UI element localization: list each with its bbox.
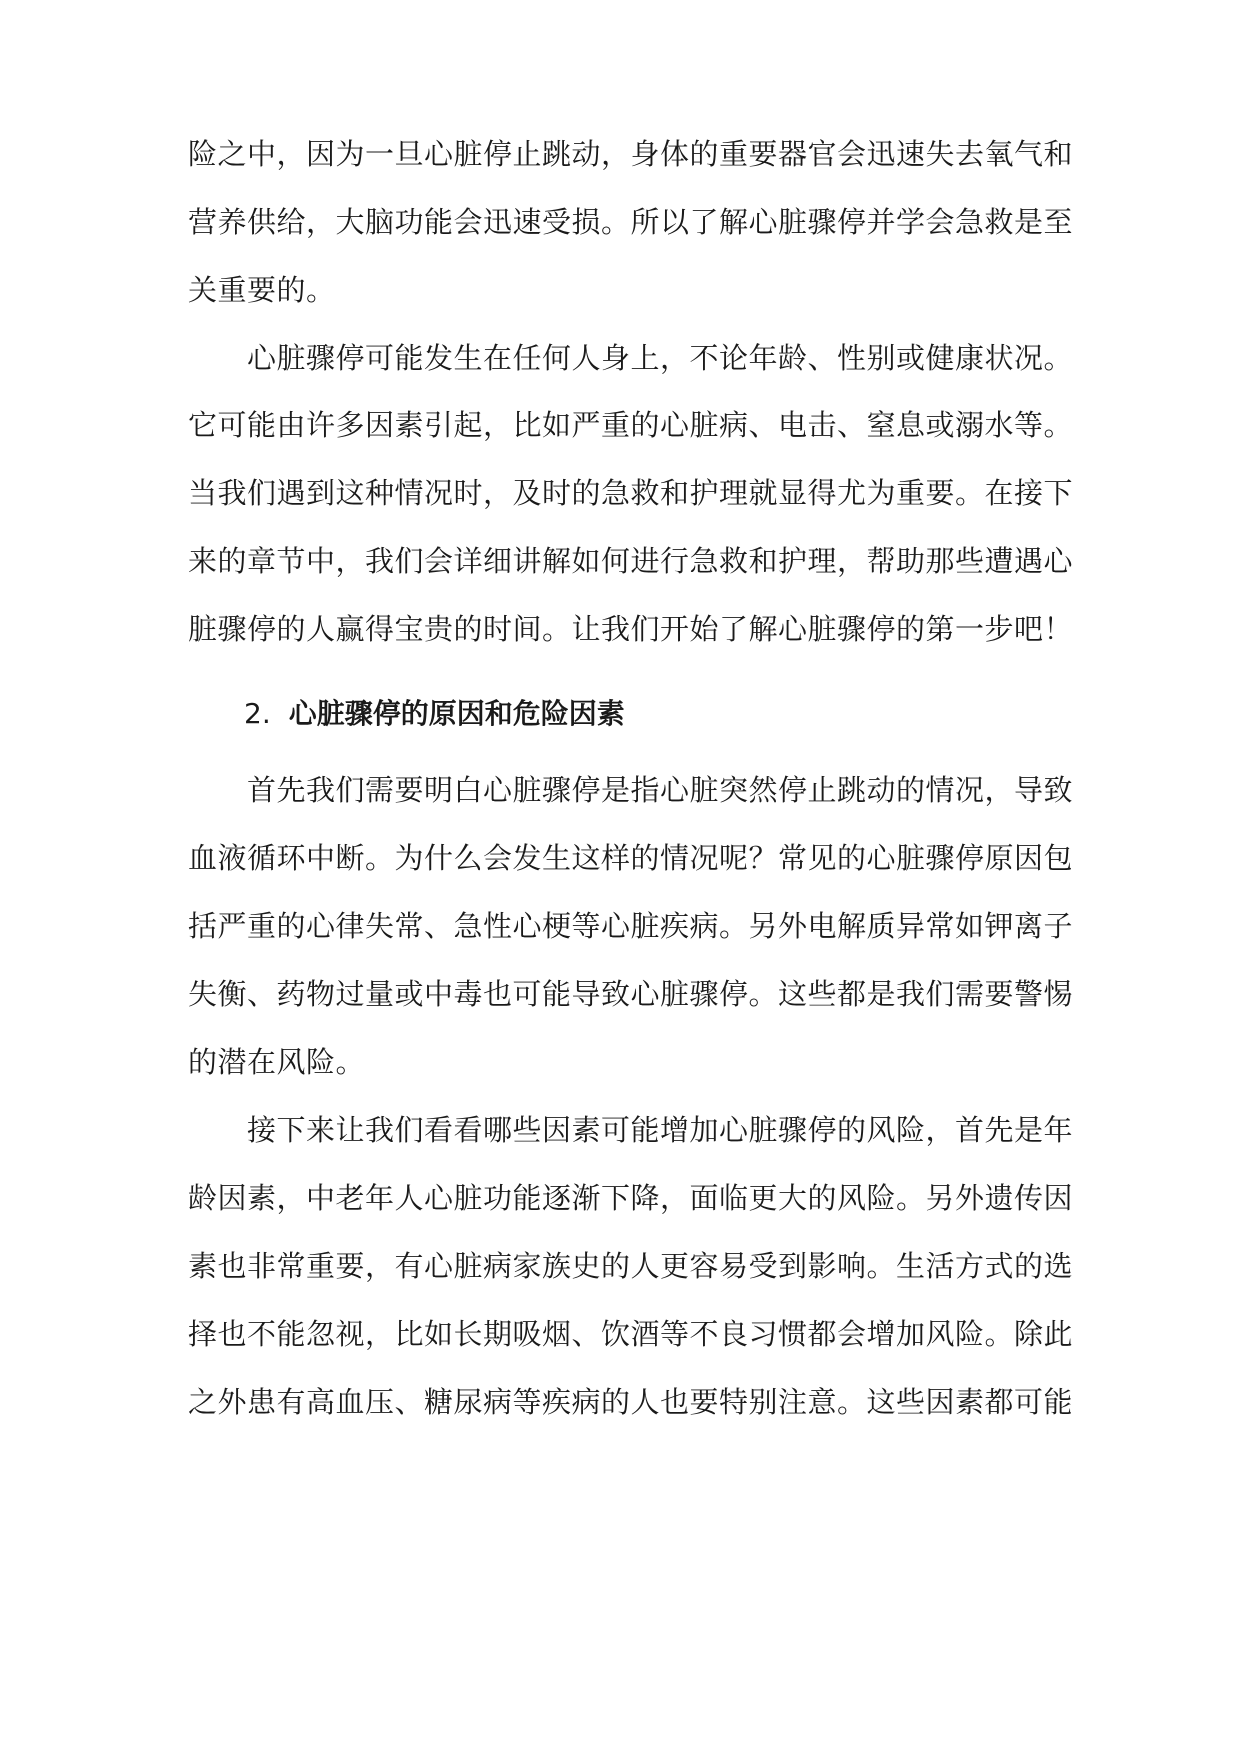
paragraph-line: 的潜在风险。 [188,1045,366,1079]
paragraph-line: 险之中，因为一旦心脏停止跳动，身体的重要器官会迅速失去氧气和 [188,137,1074,171]
paragraph-line: 择也不能忽视，比如长期吸烟、饮酒等不良习惯都会增加风险。除此 [188,1317,1074,1351]
paragraph-line: 关重要的。 [188,273,336,307]
paragraph-line: 龄因素，中老年人心脏功能逐渐下降，面临更大的风险。另外遗传因 [188,1181,1074,1215]
section-title: 心脏骤停的原因和危险因素 [288,697,625,730]
paragraph-line: 脏骤停的人赢得宝贵的时间。让我们开始了解心脏骤停的第一步吧！ [188,612,1074,646]
paragraph-line: 接下来让我们看看哪些因素可能增加心脏骤停的风险，首先是年 [247,1113,1074,1147]
paragraph-line: 营养供给，大脑功能会迅速受损。所以了解心脏骤停并学会急救是至 [188,205,1074,239]
paragraph-line: 素也非常重要，有心脏病家族史的人更容易受到影响。生活方式的选 [188,1249,1074,1283]
paragraph-line: 失衡、药物过量或中毒也可能导致心脏骤停。这些都是我们需要警惕 [188,977,1074,1011]
paragraph-line: 首先我们需要明白心脏骤停是指心脏突然停止跳动的情况，导致 [247,773,1074,807]
paragraph-line: 括严重的心律失常、急性心梗等心脏疾病。另外电解质异常如钾离子 [188,909,1074,943]
section-number: 2. [244,697,271,730]
paragraph-line: 它可能由许多因素引起，比如严重的心脏病、电击、窒息或溺水等。 [188,408,1074,442]
paragraph-line: 当我们遇到这种情况时，及时的急救和护理就显得尤为重要。在接下 [188,476,1074,510]
paragraph-line: 来的章节中，我们会详细讲解如何进行急救和护理，帮助那些遭遇心 [188,544,1074,578]
paragraph-line: 血液循环中断。为什么会发生这样的情况呢？常见的心脏骤停原因包 [188,841,1074,875]
paragraph-line: 心脏骤停可能发生在任何人身上，不论年龄、性别或健康状况。 [247,341,1074,375]
section-heading [244,694,625,734]
paragraph-line: 之外患有高血压、糖尿病等疾病的人也要特别注意。这些因素都可能 [188,1385,1074,1419]
